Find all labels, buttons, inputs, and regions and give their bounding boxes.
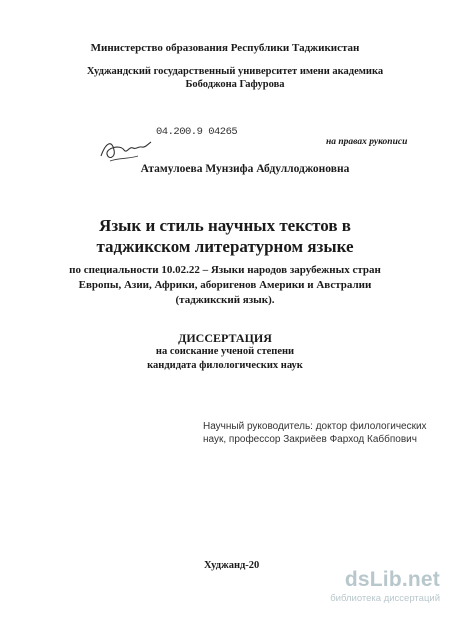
author-name: Атамулоева Мунзифа Абдуллоджоновна: [140, 163, 350, 175]
watermark-subtitle: библиотека диссертаций: [330, 593, 440, 604]
thesis-title-line1: Язык и стиль научных текстов в: [99, 216, 351, 235]
specialty-line1: по специальности 10.02.22 – Языки народов зарубежных стран: [69, 264, 381, 276]
watermark-logo: dsLib.net: [344, 568, 440, 591]
ministry-heading: Министерство образования Республики Таджикистан: [90, 42, 360, 54]
university-name-line1: Худжандский государственный университет имени академика: [86, 66, 384, 77]
supervisor-line2: наук, профессор Закриёев Фарход Каббпович: [203, 434, 417, 445]
specialty-line3: (таджикский язык).: [175, 294, 275, 306]
degree-line2: кандидата филологических наук: [147, 360, 303, 371]
supervisor-line1: Научный руководитель: доктор филологических: [203, 421, 427, 432]
handwritten-signature-icon: [98, 134, 154, 164]
dslib-watermark: [330, 569, 440, 604]
registration-code: 04.200.9 04265: [156, 126, 238, 138]
manuscript-rights-note: на правах рукописи: [326, 137, 408, 147]
university-name-line2: Бободжона Гафурова: [185, 79, 285, 90]
thesis-title-line2: таджикском литературном языке: [96, 237, 354, 256]
degree-line1: на соискание ученой степени: [155, 346, 295, 357]
specialty-line2: Европы, Азии, Африки, аборигенов Америки и Австралии: [78, 279, 372, 291]
city-year: Худжанд-20: [204, 560, 260, 571]
dissertation-label: ДИССЕРТАЦИЯ: [178, 331, 272, 345]
